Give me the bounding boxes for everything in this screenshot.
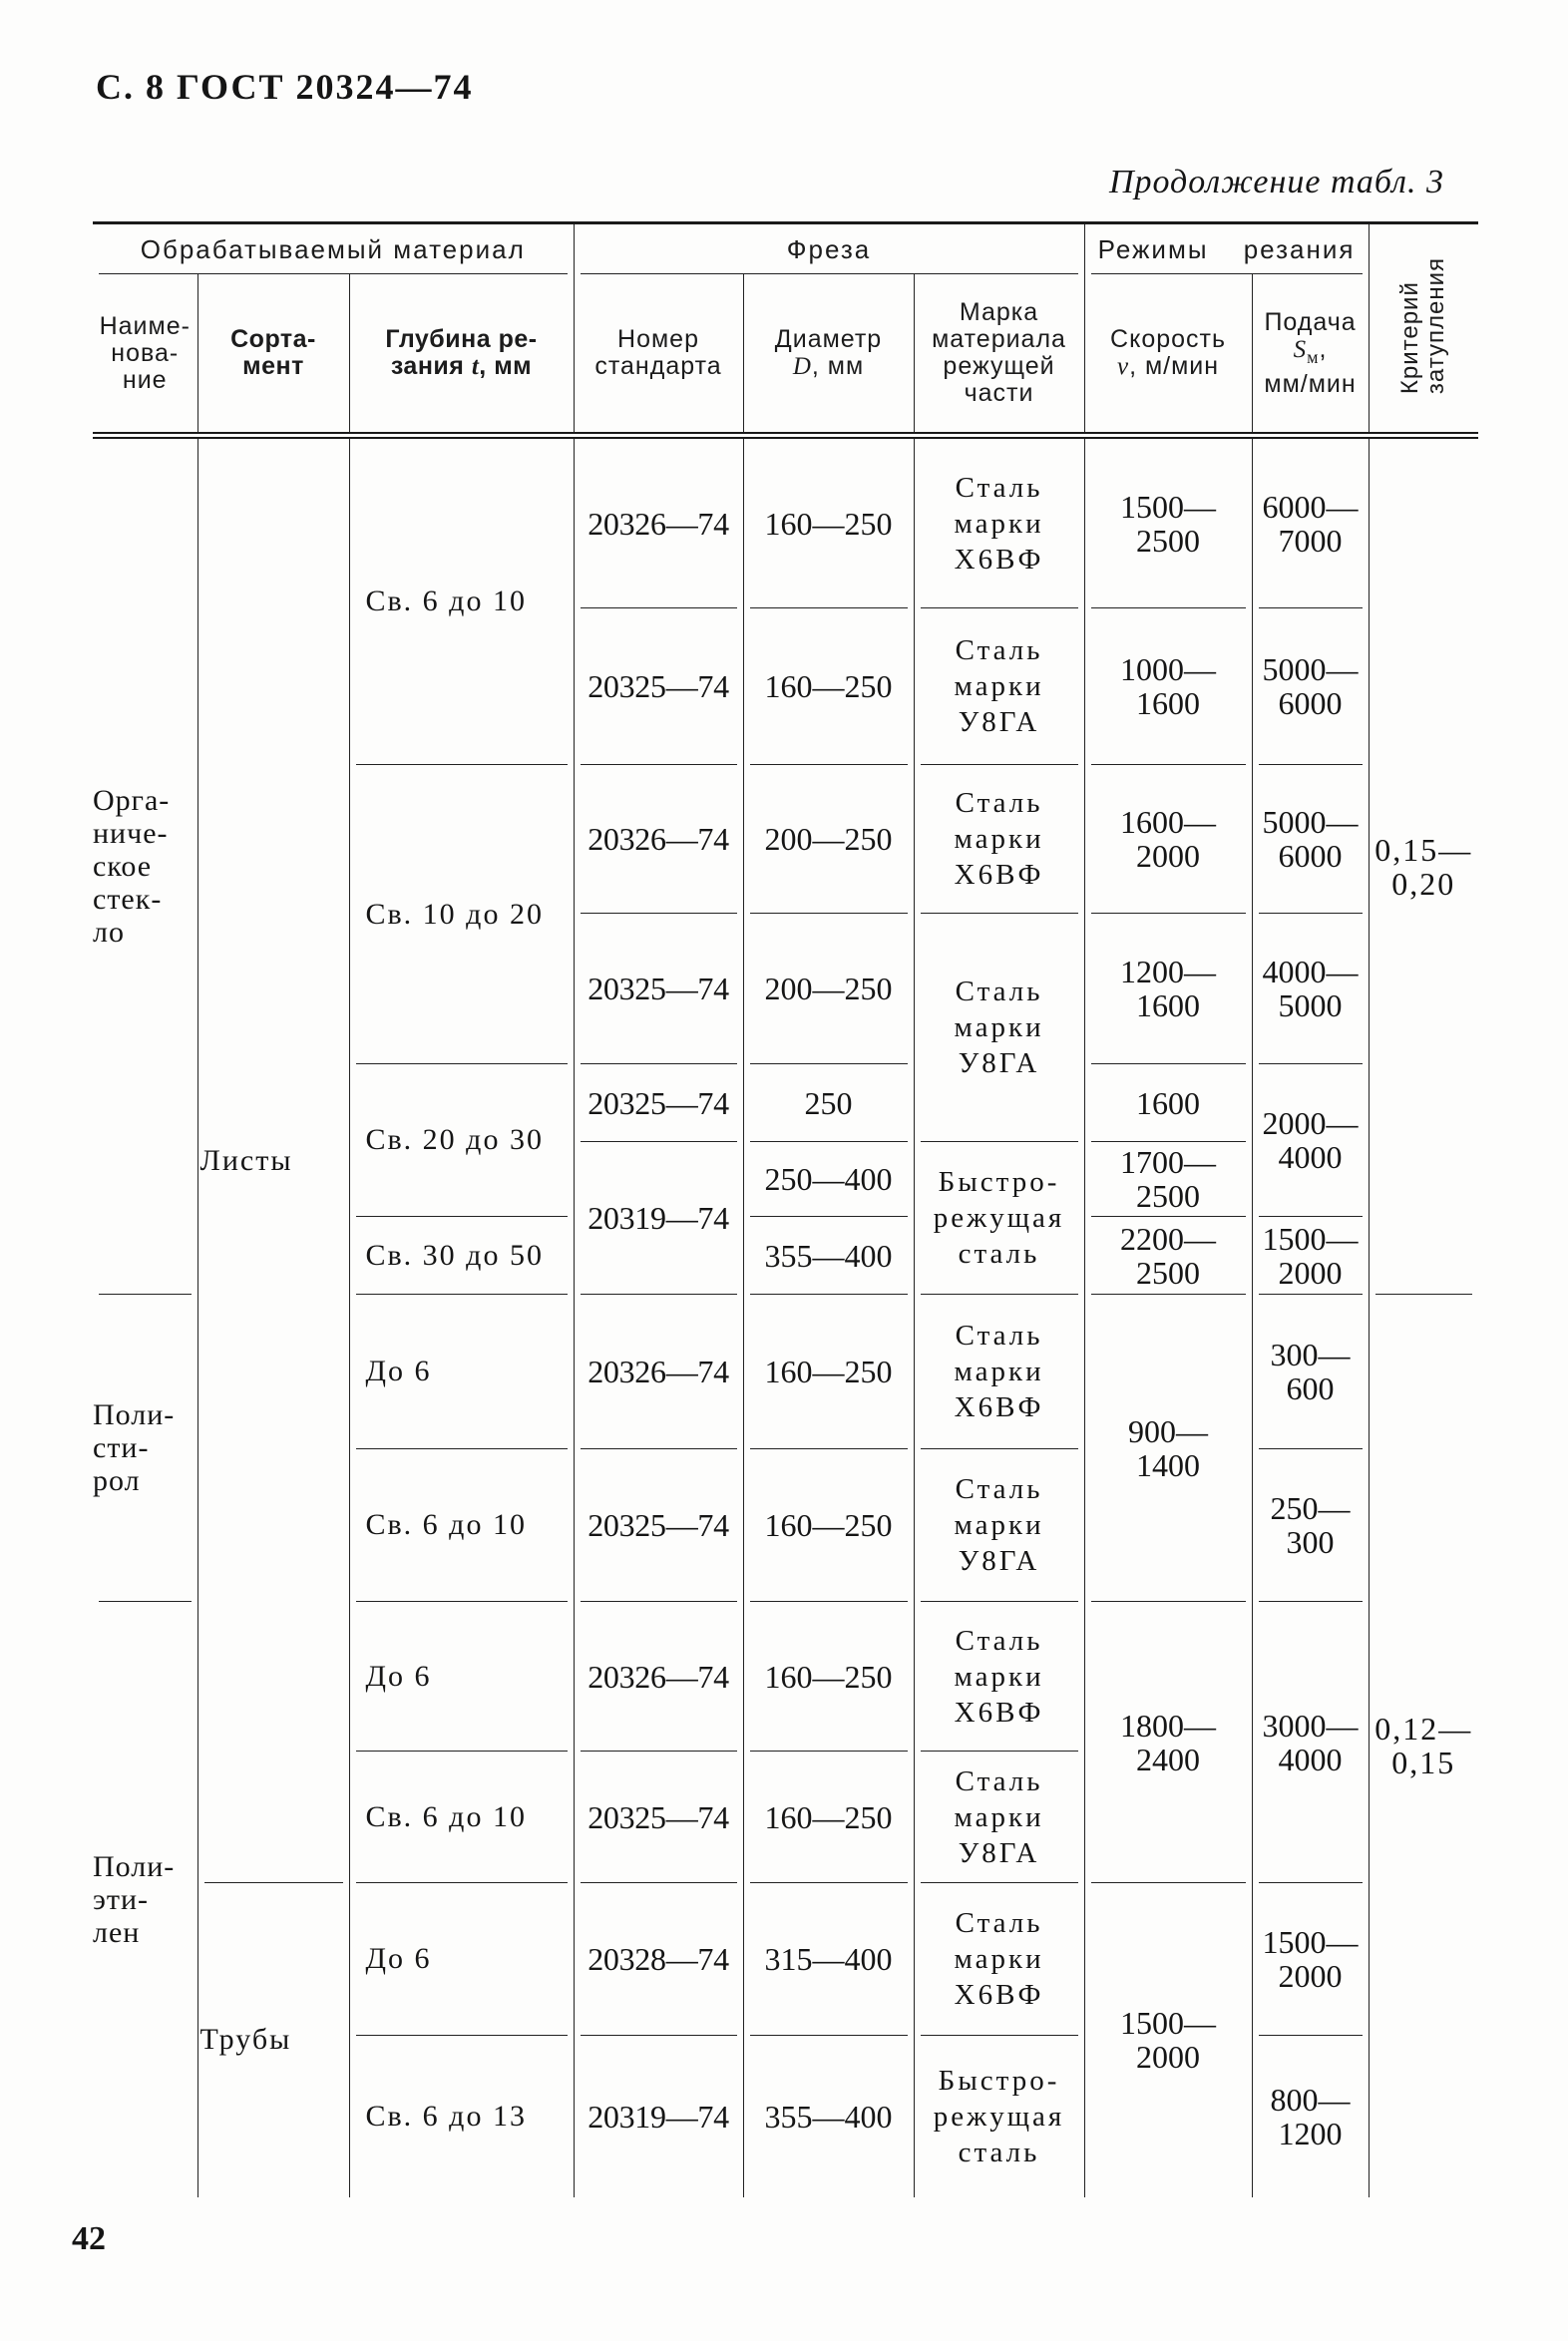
cell-diameter: 315—400: [743, 1883, 914, 2036]
cell-material: Поли- сти- рол: [93, 1295, 197, 1602]
cell-diameter: 250—400: [743, 1142, 914, 1217]
column-header-diameter: [743, 274, 914, 436]
speed-header-text: Скорость: [1110, 325, 1227, 353]
cell-standard: 20326—74: [574, 1602, 743, 1752]
cell-diameter: 200—250: [743, 765, 914, 914]
cell-feed: 2000— 4000: [1252, 1064, 1369, 1217]
cell-feed: 250— 300: [1252, 1449, 1369, 1602]
depth-header-line1: Глубина ре-: [385, 325, 538, 353]
page-number: 42: [72, 2220, 106, 2257]
cell-diameter: 160—250: [743, 436, 914, 608]
cell-standard: 20325—74: [574, 1752, 743, 1883]
cell-diameter: 160—250: [743, 1752, 914, 1883]
cell-standard: 20325—74: [574, 608, 743, 765]
cell-feed: 1500— 2000: [1252, 1883, 1369, 2036]
feed-header-text: Подача: [1264, 307, 1357, 336]
cell-criterion: 0,12— 0,15: [1369, 1295, 1478, 2197]
cell-depth: Св. 6 до 10: [349, 436, 574, 765]
depth-header-line2: [352, 353, 572, 380]
cell-criterion: 0,15— 0,20: [1369, 436, 1478, 1295]
feed-separator: ,: [1319, 334, 1328, 363]
cell-feed: 1500— 2000: [1252, 1217, 1369, 1295]
document-header: С. 8 ГОСТ 20324—74: [96, 67, 474, 107]
column-header-depth: [349, 274, 574, 436]
cell-depth: Св. 6 до 10: [349, 1752, 574, 1883]
cell-speed: 2200— 2500: [1084, 1217, 1252, 1295]
column-header-row: [93, 274, 1478, 436]
cell-material: Орга- ниче- ское стек- ло: [93, 436, 197, 1295]
cell-depth: Св. 30 до 50: [349, 1217, 574, 1295]
cell-depth: Св. 6 до 10: [349, 1449, 574, 1602]
group-header-cutting-modes: Режимы резания: [1084, 223, 1369, 275]
cell-depth: Св. 20 до 30: [349, 1064, 574, 1217]
feed-symbol: S: [1293, 335, 1308, 363]
cell-speed: 1500— 2500: [1084, 436, 1252, 608]
cell-speed: 1500— 2000: [1084, 1883, 1252, 2197]
cell-grade: Сталь марки У8ГА: [914, 914, 1084, 1142]
table-row: [93, 1883, 1478, 2036]
table-continuation-title: Продолжение табл. 3: [1108, 164, 1444, 200]
cell-speed: 1600— 2000: [1084, 765, 1252, 914]
cell-depth: До 6: [349, 1883, 574, 2036]
cell-grade: Сталь марки Х6ВФ: [914, 1295, 1084, 1449]
speed-symbol: v: [1116, 353, 1130, 380]
cell-grade: Сталь марки Х6ВФ: [914, 436, 1084, 608]
cell-diameter: 355—400: [743, 1217, 914, 1295]
cell-standard: 20326—74: [574, 1295, 743, 1449]
diameter-header-line2: [746, 353, 912, 380]
cell-speed: 900— 1400: [1084, 1295, 1252, 1602]
cell-speed: 1200— 1600: [1084, 914, 1252, 1064]
cell-feed: 300— 600: [1252, 1295, 1369, 1449]
cell-standard: 20328—74: [574, 1883, 743, 2036]
cell-diameter: 160—250: [743, 608, 914, 765]
cell-speed: 1800— 2400: [1084, 1602, 1252, 1883]
feed-subscript: м: [1307, 346, 1320, 367]
cell-standard: 20326—74: [574, 765, 743, 914]
cell-grade: Быстро- режущая сталь: [914, 1142, 1084, 1295]
group-header-row: [93, 223, 1478, 275]
cell-depth: Св. 10 до 20: [349, 765, 574, 1064]
cell-grade: Быстро- режущая сталь: [914, 2036, 1084, 2197]
diameter-symbol: D: [792, 353, 812, 380]
cell-depth: Св. 6 до 13: [349, 2036, 574, 2197]
cell-feed: 800— 1200: [1252, 2036, 1369, 2197]
cell-diameter: 160—250: [743, 1602, 914, 1752]
cell-diameter: 160—250: [743, 1295, 914, 1449]
cell-grade: Сталь марки У8ГА: [914, 608, 1084, 765]
cell-standard: 20325—74: [574, 1064, 743, 1142]
group-header-material: Обрабатываемый материал: [93, 223, 574, 275]
column-header-standard: Номер стандарта: [574, 274, 743, 436]
cell-feed: 3000— 4000: [1252, 1602, 1369, 1883]
cell-feed: 6000— 7000: [1252, 436, 1369, 608]
cell-speed: 1000— 1600: [1084, 608, 1252, 765]
cell-depth: До 6: [349, 1602, 574, 1752]
table-row: [93, 436, 1478, 608]
column-header-criterion: [1369, 223, 1478, 436]
depth-header-text: зания: [390, 352, 465, 380]
column-header-speed: [1084, 274, 1252, 436]
cell-grade: Сталь марки Х6ВФ: [914, 1602, 1084, 1752]
depth-unit: , мм: [479, 352, 533, 380]
column-header-feed: [1252, 274, 1369, 436]
cell-speed: 1700— 2500: [1084, 1142, 1252, 1217]
cell-diameter: 355—400: [743, 2036, 914, 2197]
group-header-cutter: Фреза: [574, 223, 1084, 275]
diameter-header-text: Диаметр: [774, 325, 883, 353]
column-header-name: Наиме- нова- ние: [93, 274, 197, 436]
cell-feed: 5000— 6000: [1252, 608, 1369, 765]
diameter-unit: , мм: [811, 352, 865, 380]
column-header-grade: Марка материала режущей части: [914, 274, 1084, 436]
cell-assortment: Листы: [197, 436, 349, 1883]
cell-assortment: Трубы: [197, 1883, 349, 2197]
cell-standard: 20326—74: [574, 436, 743, 608]
speed-header-line2: [1087, 353, 1250, 380]
cell-speed: 1600: [1084, 1064, 1252, 1142]
feed-unit: мм/мин: [1264, 369, 1357, 398]
speed-unit: , м/мин: [1129, 352, 1220, 380]
cell-grade: Сталь марки У8ГА: [914, 1752, 1084, 1883]
criterion-header-text: Критерий затупления: [1396, 256, 1450, 395]
cell-diameter: 160—250: [743, 1449, 914, 1602]
feed-header-line2: [1255, 336, 1367, 371]
column-header-assortment: Сорта- мент: [197, 274, 349, 436]
cell-material: Поли- эти- лен: [93, 1849, 176, 1949]
cell-standard: 20319—74: [574, 2036, 743, 2197]
cell-depth: До 6: [349, 1295, 574, 1449]
cell-grade: Сталь марки Х6ВФ: [914, 765, 1084, 914]
depth-symbol: t: [471, 353, 480, 380]
cell-feed: 5000— 6000: [1252, 765, 1369, 914]
cell-grade: Сталь марки У8ГА: [914, 1449, 1084, 1602]
cell-standard: 20325—74: [574, 1449, 743, 1602]
cutting-modes-table: [93, 221, 1478, 2197]
table-body: [93, 436, 1478, 2197]
cell-grade: Сталь марки Х6ВФ: [914, 1883, 1084, 2036]
table-header: [93, 223, 1478, 436]
cell-feed: 4000— 5000: [1252, 914, 1369, 1064]
cell-diameter: 250: [743, 1064, 914, 1142]
cell-standard: 20319—74: [574, 1142, 743, 1295]
cell-diameter: 200—250: [743, 914, 914, 1064]
cell-standard: 20325—74: [574, 914, 743, 1064]
